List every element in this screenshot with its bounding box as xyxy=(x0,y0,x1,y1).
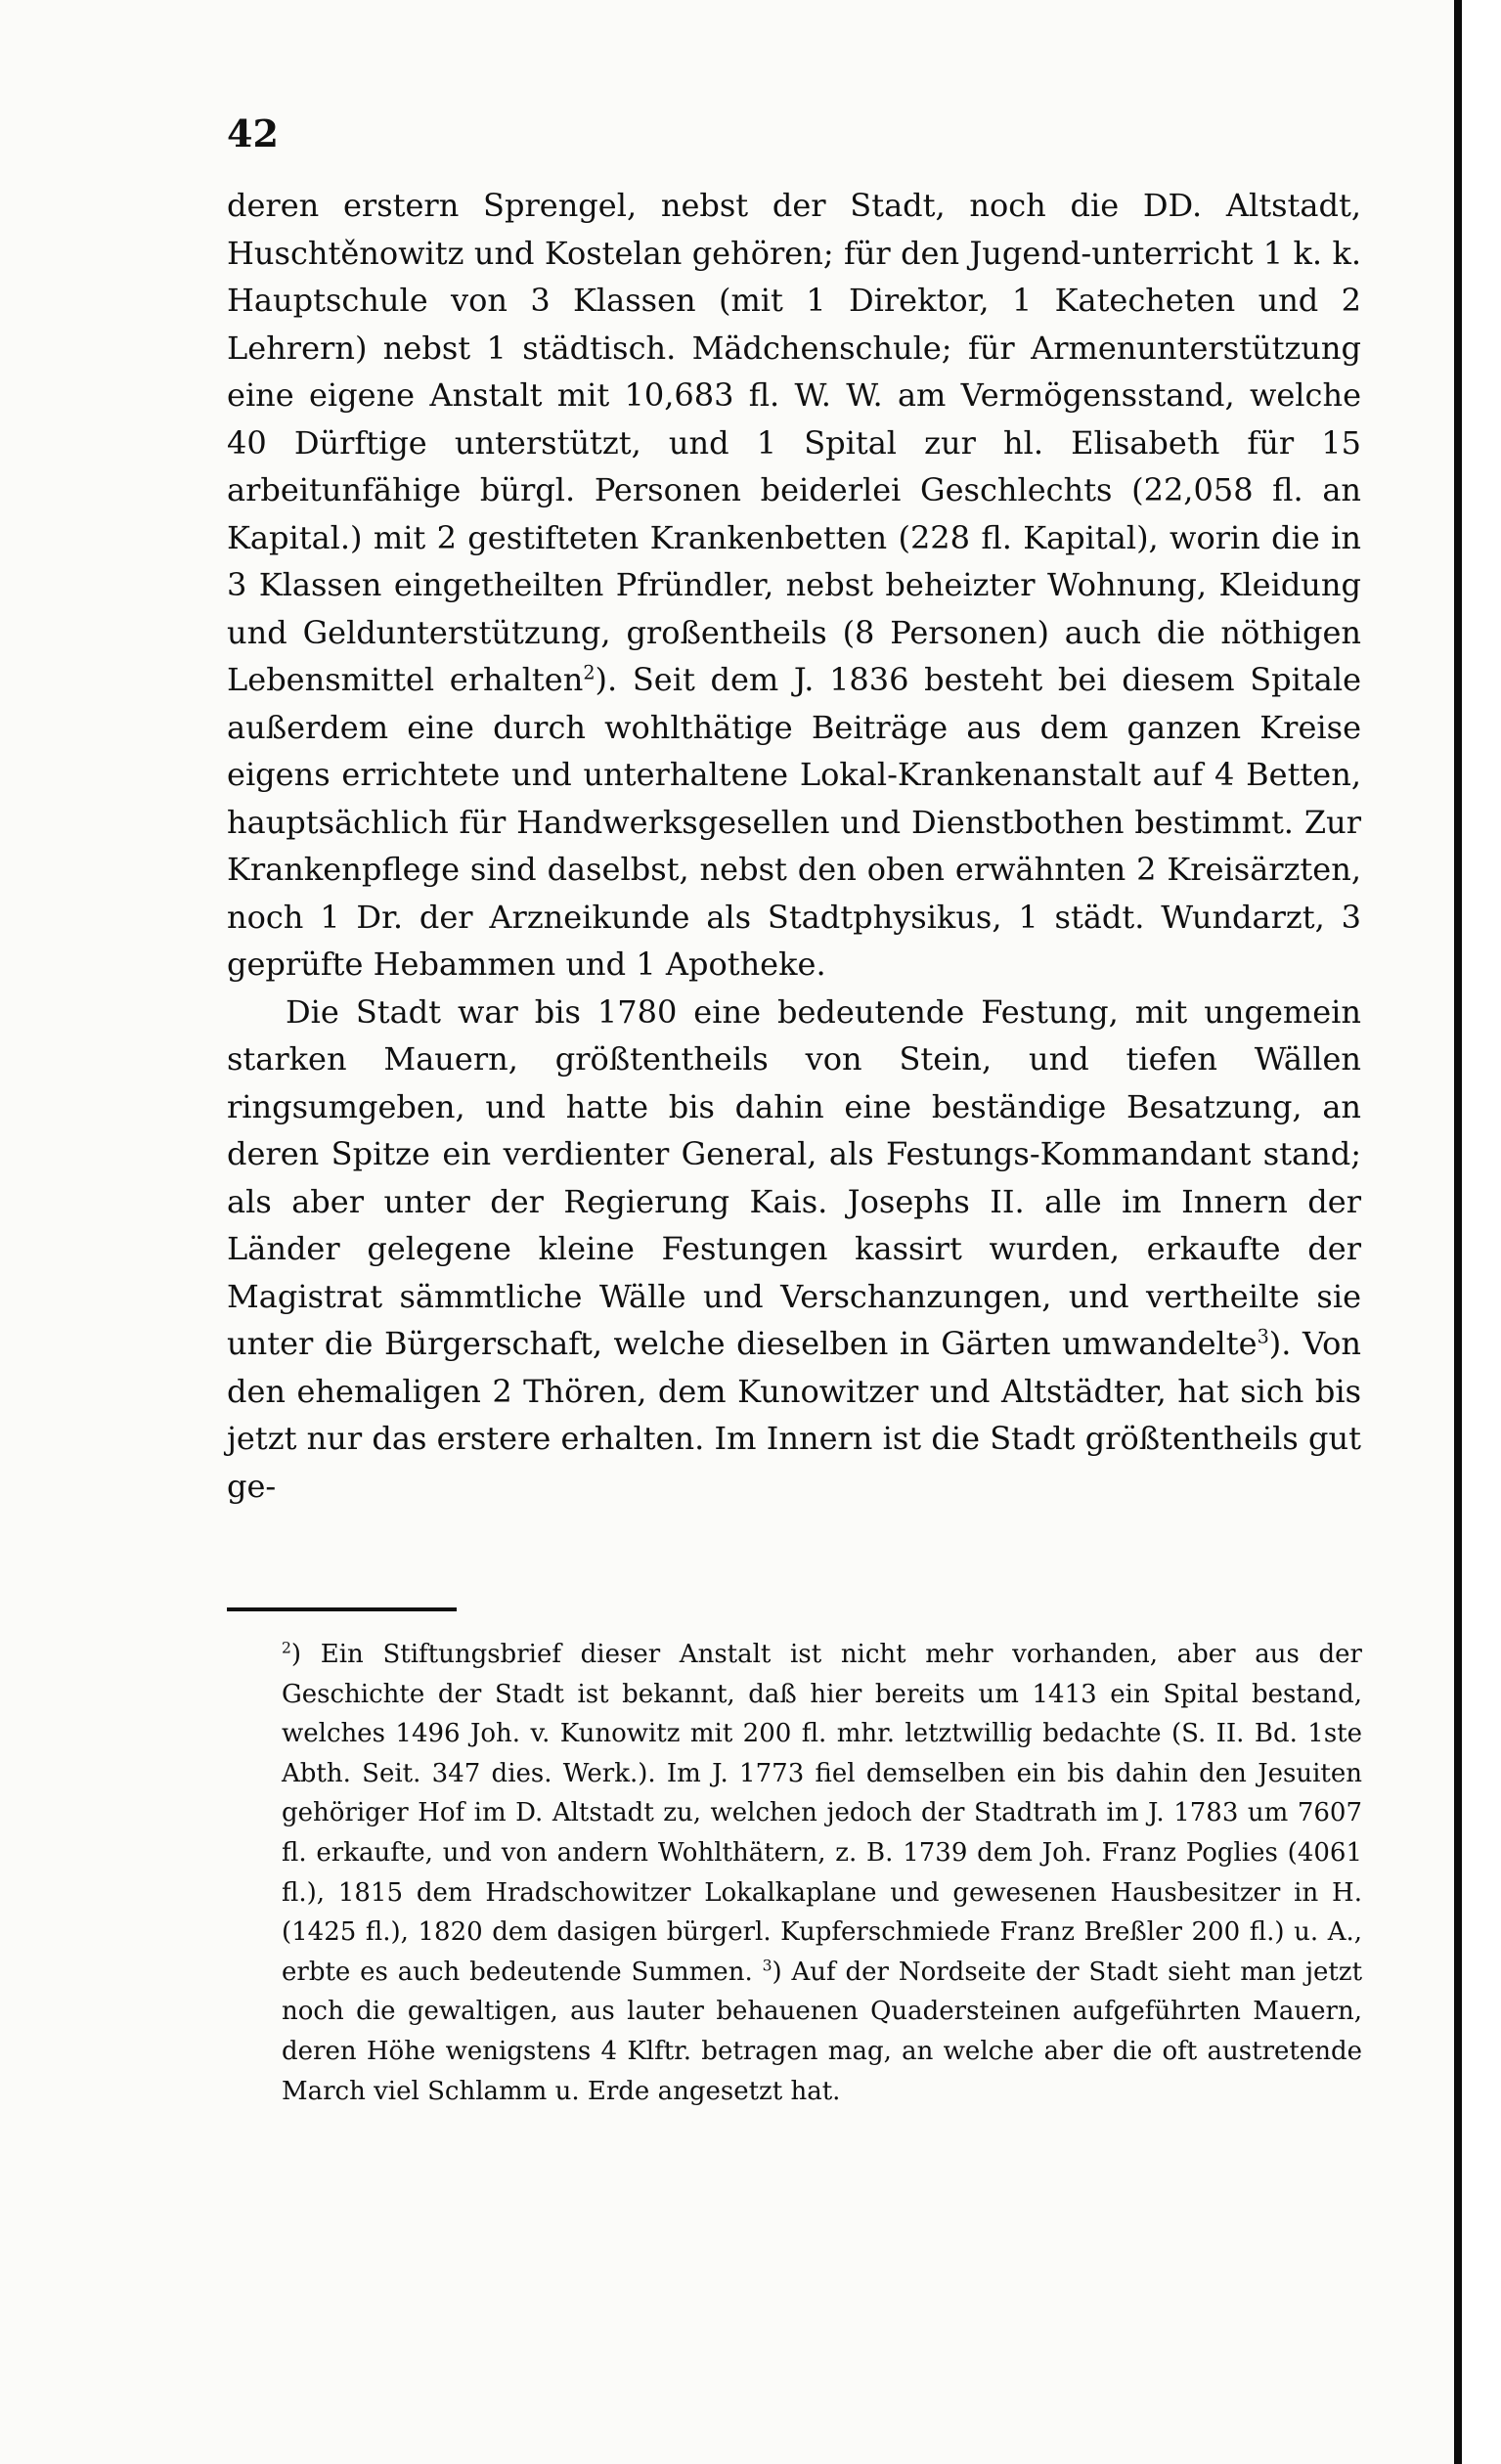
paragraph-2 xyxy=(227,989,1361,1511)
footnote-2-text: ) Ein Stiftungsbrief dieser Anstalt ist nicht mehr vorhanden, aber aus der Geschichte der Stadt ist bekannt, daß hier bereits um 1413 ein Spital bestand, welches 1496 Joh. v. Kunowitz mit 200 fl. mhr. letztwillig bedachte (S. II. Bd. 1ste Abth. Seit. 347 dies. Werk.). Im J. 1773 fiel demselben ein bis dahin den Jesuiten gehöriger Hof im D. Altstadt zu, welchen jedoch der Stadtrath im J. 1783 um 7607 fl. erkaufte, und von andern Wohlthätern, z. B. 1739 dem Joh. Franz Poglies (4061 fl.), 1815 dem Hradschowitzer Lokalkaplane und gewesenen Hausbesitzer in H. (1425 fl.), 1820 dem dasigen bürgerl. Kupferschmiede Franz Breßler 200 fl.) u. A., erbte es auch bedeutende Summen. xyxy=(282,1640,1362,1987)
main-text xyxy=(227,182,1361,1510)
footnote-separator xyxy=(227,1607,457,1611)
footnote-marker-3: 3 xyxy=(762,1957,773,1975)
paragraph-1-text: deren erstern Sprengel, nebst der Stadt, noch die DD. Altstadt, Huschtěnowitz und Kostelan gehören; für den Jugend-unterricht 1 k. k. Hauptschule von 3 Klassen (mit 1 Direktor, 1 Katecheten und 2 Lehrern) nebst 1 städtisch. Mädchenschule; für Armenunterstützung eine eigene Anstalt mit 10,683 fl. W. W. am Vermögensstand, welche 40 Dürftige unterstützt, und 1 Spital zur hl. Elisabeth für 15 arbeitunfähige bürgl. Personen beiderlei Geschlechts (22,058 fl. an Kapital.) mit 2 gestifteten Krankenbetten (228 fl. Kapital), worin die in 3 Klassen eingetheilten Pfründler, nebst beheizter Wohnung, Kleidung und Geldunterstützung, großentheils (8 Personen) auch die nöthigen Lebensmittel erhalten xyxy=(227,187,1361,698)
paragraph-1 xyxy=(227,182,1361,989)
page-number: 42 xyxy=(227,111,279,155)
footnote-ref-2: 2 xyxy=(583,661,596,684)
paragraph-1-text-cont: ). Seit dem J. 1836 besteht bei diesem Spitale außerdem eine durch wohlthätige Beiträge aus dem ganzen Kreise eigens errichtete und unterhaltene Lokal-Krankenanstalt auf 4 Betten, hauptsächlich für Handwerksgesellen und Dienstbothen bestimmt. Zur Krankenpflege sind daselbst, nebst den oben erwähnten 2 Kreisärzten, noch 1 Dr. der Arzneikunde als Stadtphysikus, 1 städt. Wundarzt, 3 geprüfte Hebammen und 1 Apotheke. xyxy=(227,661,1361,983)
paragraph-2-text: Die Stadt war bis 1780 eine bedeutende Festung, mit ungemein starken Mauern, größtentheils von Stein, und tiefen Wällen ringsumgeben, und hatte bis dahin eine beständige Besatzung, an deren Spitze ein verdienter General, als Festungs-Kommandant stand; als aber unter der Regierung Kais. Josephs II. alle im Innern der Länder gelegene kleine Festungen kassirt wurden, erkaufte der Magistrat sämmtliche Wälle und Verschanzungen, und vertheilte sie unter die Bürgerschaft, welche dieselben in Gärten umwandelte xyxy=(227,992,1361,1362)
footnotes xyxy=(282,1635,1362,2111)
page-edge-border xyxy=(1454,0,1501,2464)
paragraph-2-text-cont: ). Von den ehemaligen 2 Thören, dem Kunowitzer und Altstädter, hat sich bis jetzt nur das erstere erhalten. Im Innern ist die Stadt größtentheils gut ge- xyxy=(227,1325,1362,1505)
footnote-3-text: ) Auf der Nordseite der Stadt sieht man jetzt noch die gewaltigen, aus lauter behauenen Quadersteinen aufgeführten Mauern, deren Höhe wenigstens 4 Klftr. betragen mag, an welche aber die oft austretende March viel Schlamm u. Erde angesetzt hat. xyxy=(282,1957,1363,2106)
footnote-ref-3: 3 xyxy=(1257,1325,1269,1348)
footnote-2 xyxy=(282,1635,1362,2111)
footnote-marker-2: 2 xyxy=(282,1639,291,1657)
